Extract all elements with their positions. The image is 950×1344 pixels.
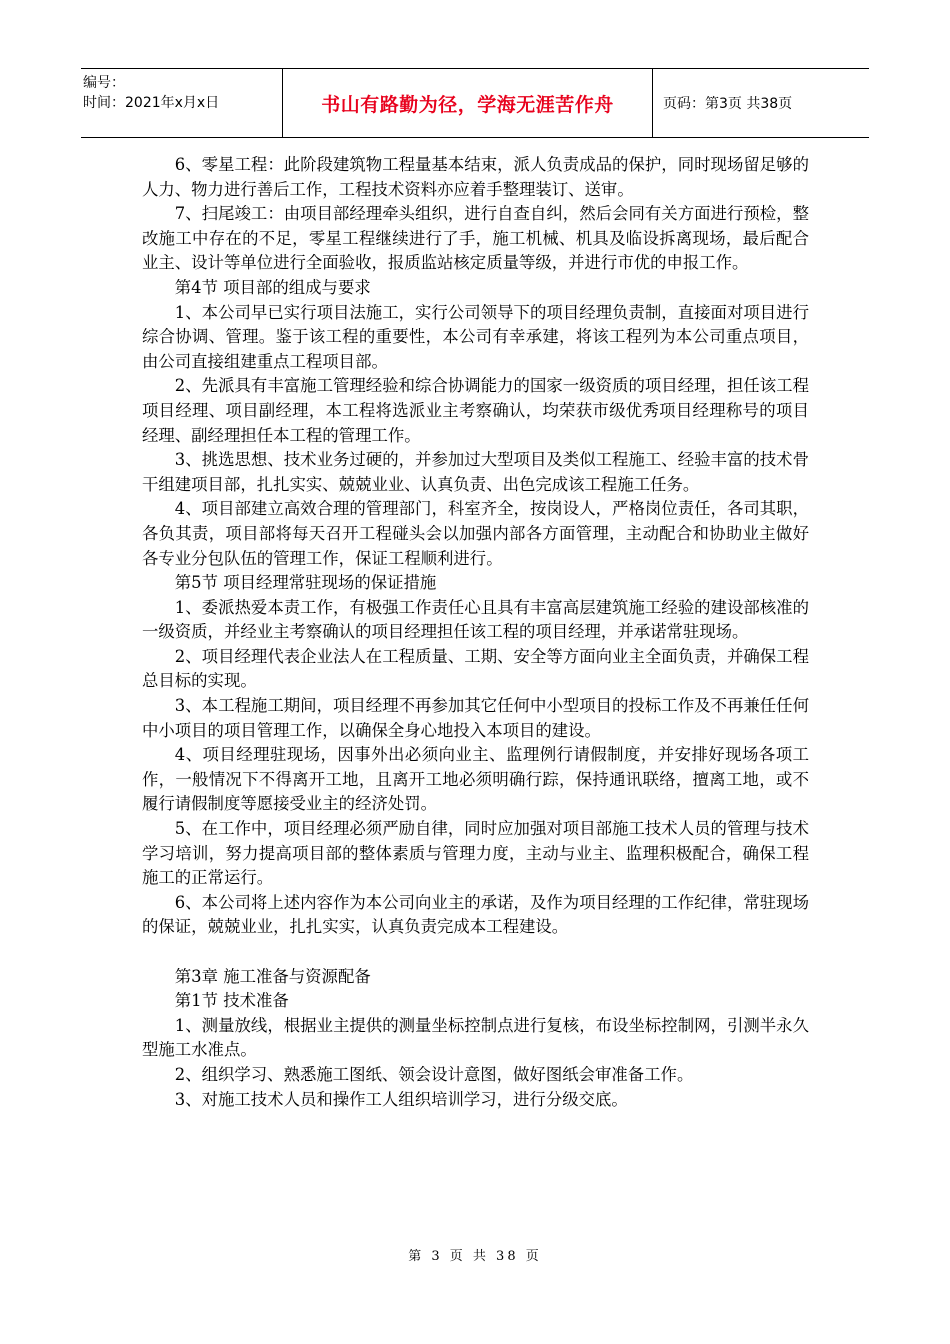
- paragraph: 4、项目经理驻现场，因事外出必须向业主、监理例行请假制度，并安排好现场各项工作，一般情况下不得离开工地，且离开工地必须明确行踪，保持通讯联络，擅离工地，或不履行请假制度等愿接受业主的经济处罚。: [142, 745, 809, 814]
- chapter-heading: 第3章 施工准备与资源配备: [174, 966, 371, 986]
- section-heading: 第4节 项目部的组成与要求: [174, 277, 371, 297]
- section-heading: 第5节 项目经理常驻现场的保证措施: [174, 573, 437, 593]
- paragraph: 7、扫尾竣工：由项目部经理牵头组织，进行自查自纠，然后会同有关方面进行预检，整改施工中存在的不足，零星工程继续进行了手，施工机械、机具及临设拆离现场，最后配合业主、设计等单位进行全面验收，报质监站核定质量等级，并进行市优的申报工作。: [142, 204, 809, 273]
- document-body: [142, 153, 809, 1112]
- paragraph-spacer: [142, 940, 809, 965]
- header-motto: 书山有路勤为径，学海无涯苦作舟: [282, 69, 653, 137]
- header-page-info: 页码：第3页 共38页: [663, 96, 793, 112]
- paragraph: 2、组织学习、熟悉施工图纸、领会设计意图，做好图纸会审准备工作。: [174, 1064, 694, 1084]
- paragraph: 2、项目经理代表企业法人在工程质量、工期、安全等方面向业主全面负责，并确保工程总目标的实现。: [142, 646, 809, 691]
- document-number-label: 编号：: [83, 75, 125, 91]
- paragraph: 3、对施工技术人员和操作工人组织培训学习，进行分级交底。: [174, 1089, 628, 1109]
- section-heading: 第1节 技术准备: [174, 991, 289, 1011]
- page-header: [81, 68, 869, 138]
- paragraph: 2、先派具有丰富施工管理经验和综合协调能力的国家一级资质的项目经理，担任该工程项目经理、项目副经理，本工程将选派业主考察确认，均荣获市级优秀项目经理称号的项目经理、副经理担任本工程的管理工作。: [142, 376, 809, 445]
- paragraph: 6、本公司将上述内容作为本公司向业主的承诺，及作为项目经理的工作纪律，常驻现场的保证，兢兢业业，扎扎实实，认真负责完成本工程建设。: [142, 892, 809, 937]
- paragraph: 3、挑选思想、技术业务过硬的，并参加过大型项目及类似工程施工、经验丰富的技术骨干组建项目部，扎扎实实、兢兢业业、认真负责、出色完成该工程施工任务。: [142, 450, 809, 494]
- document-date: 时间：2021年x月x日: [83, 95, 220, 111]
- paragraph: 1、本公司早已实行项目法施工，实行公司领导下的项目经理负责制，直接面对项目进行综合协调、管理。鉴于该工程的重要性，本公司有幸承建，将该工程列为本公司重点项目，由公司直接组建重点工程项目部。: [142, 302, 809, 371]
- paragraph: 4、项目部建立高效合理的管理部门，科室齐全，按岗设人，严格岗位责任，各司其职，各负其责，项目部将每天召开工程碰头会以加强内部各方面管理，主动配合和协助业主做好各专业分包队伍的管理工作，保证工程顺利进行。: [142, 499, 809, 568]
- page-footer: 第 3 页 共 38 页: [408, 1249, 542, 1264]
- paragraph: 1、测量放线，根据业主提供的测量坐标控制点进行复核，布设坐标控制网，引测半永久型施工水准点。: [142, 1015, 809, 1060]
- paragraph: 5、在工作中，项目经理必须严励自律，同时应加强对项目部施工技术人员的管理与技术学习培训，努力提高项目部的整体素质与管理力度，主动与业主、监理积极配合，确保工程施工的正常运行。: [142, 819, 809, 888]
- paragraph: 3、本工程施工期间，项目经理不再参加其它任何中小型项目的投标工作及不再兼任任何中小项目的项目管理工作，以确保全身心地投入本项目的建设。: [142, 696, 809, 740]
- paragraph: 1、委派热爱本责工作，有极强工作责任心且具有丰富高层建筑施工经验的建设部核准的一级资质，并经业主考察确认的项目经理担任该工程的项目经理，并承诺常驻现场。: [142, 597, 809, 642]
- header-meta: [81, 69, 282, 137]
- paragraph: 6、零星工程：此阶段建筑物工程量基本结束，派人负责成品的保护，同时现场留足够的人力、物力进行善后工作，工程技术资料亦应着手整理装订、送审。: [142, 155, 809, 199]
